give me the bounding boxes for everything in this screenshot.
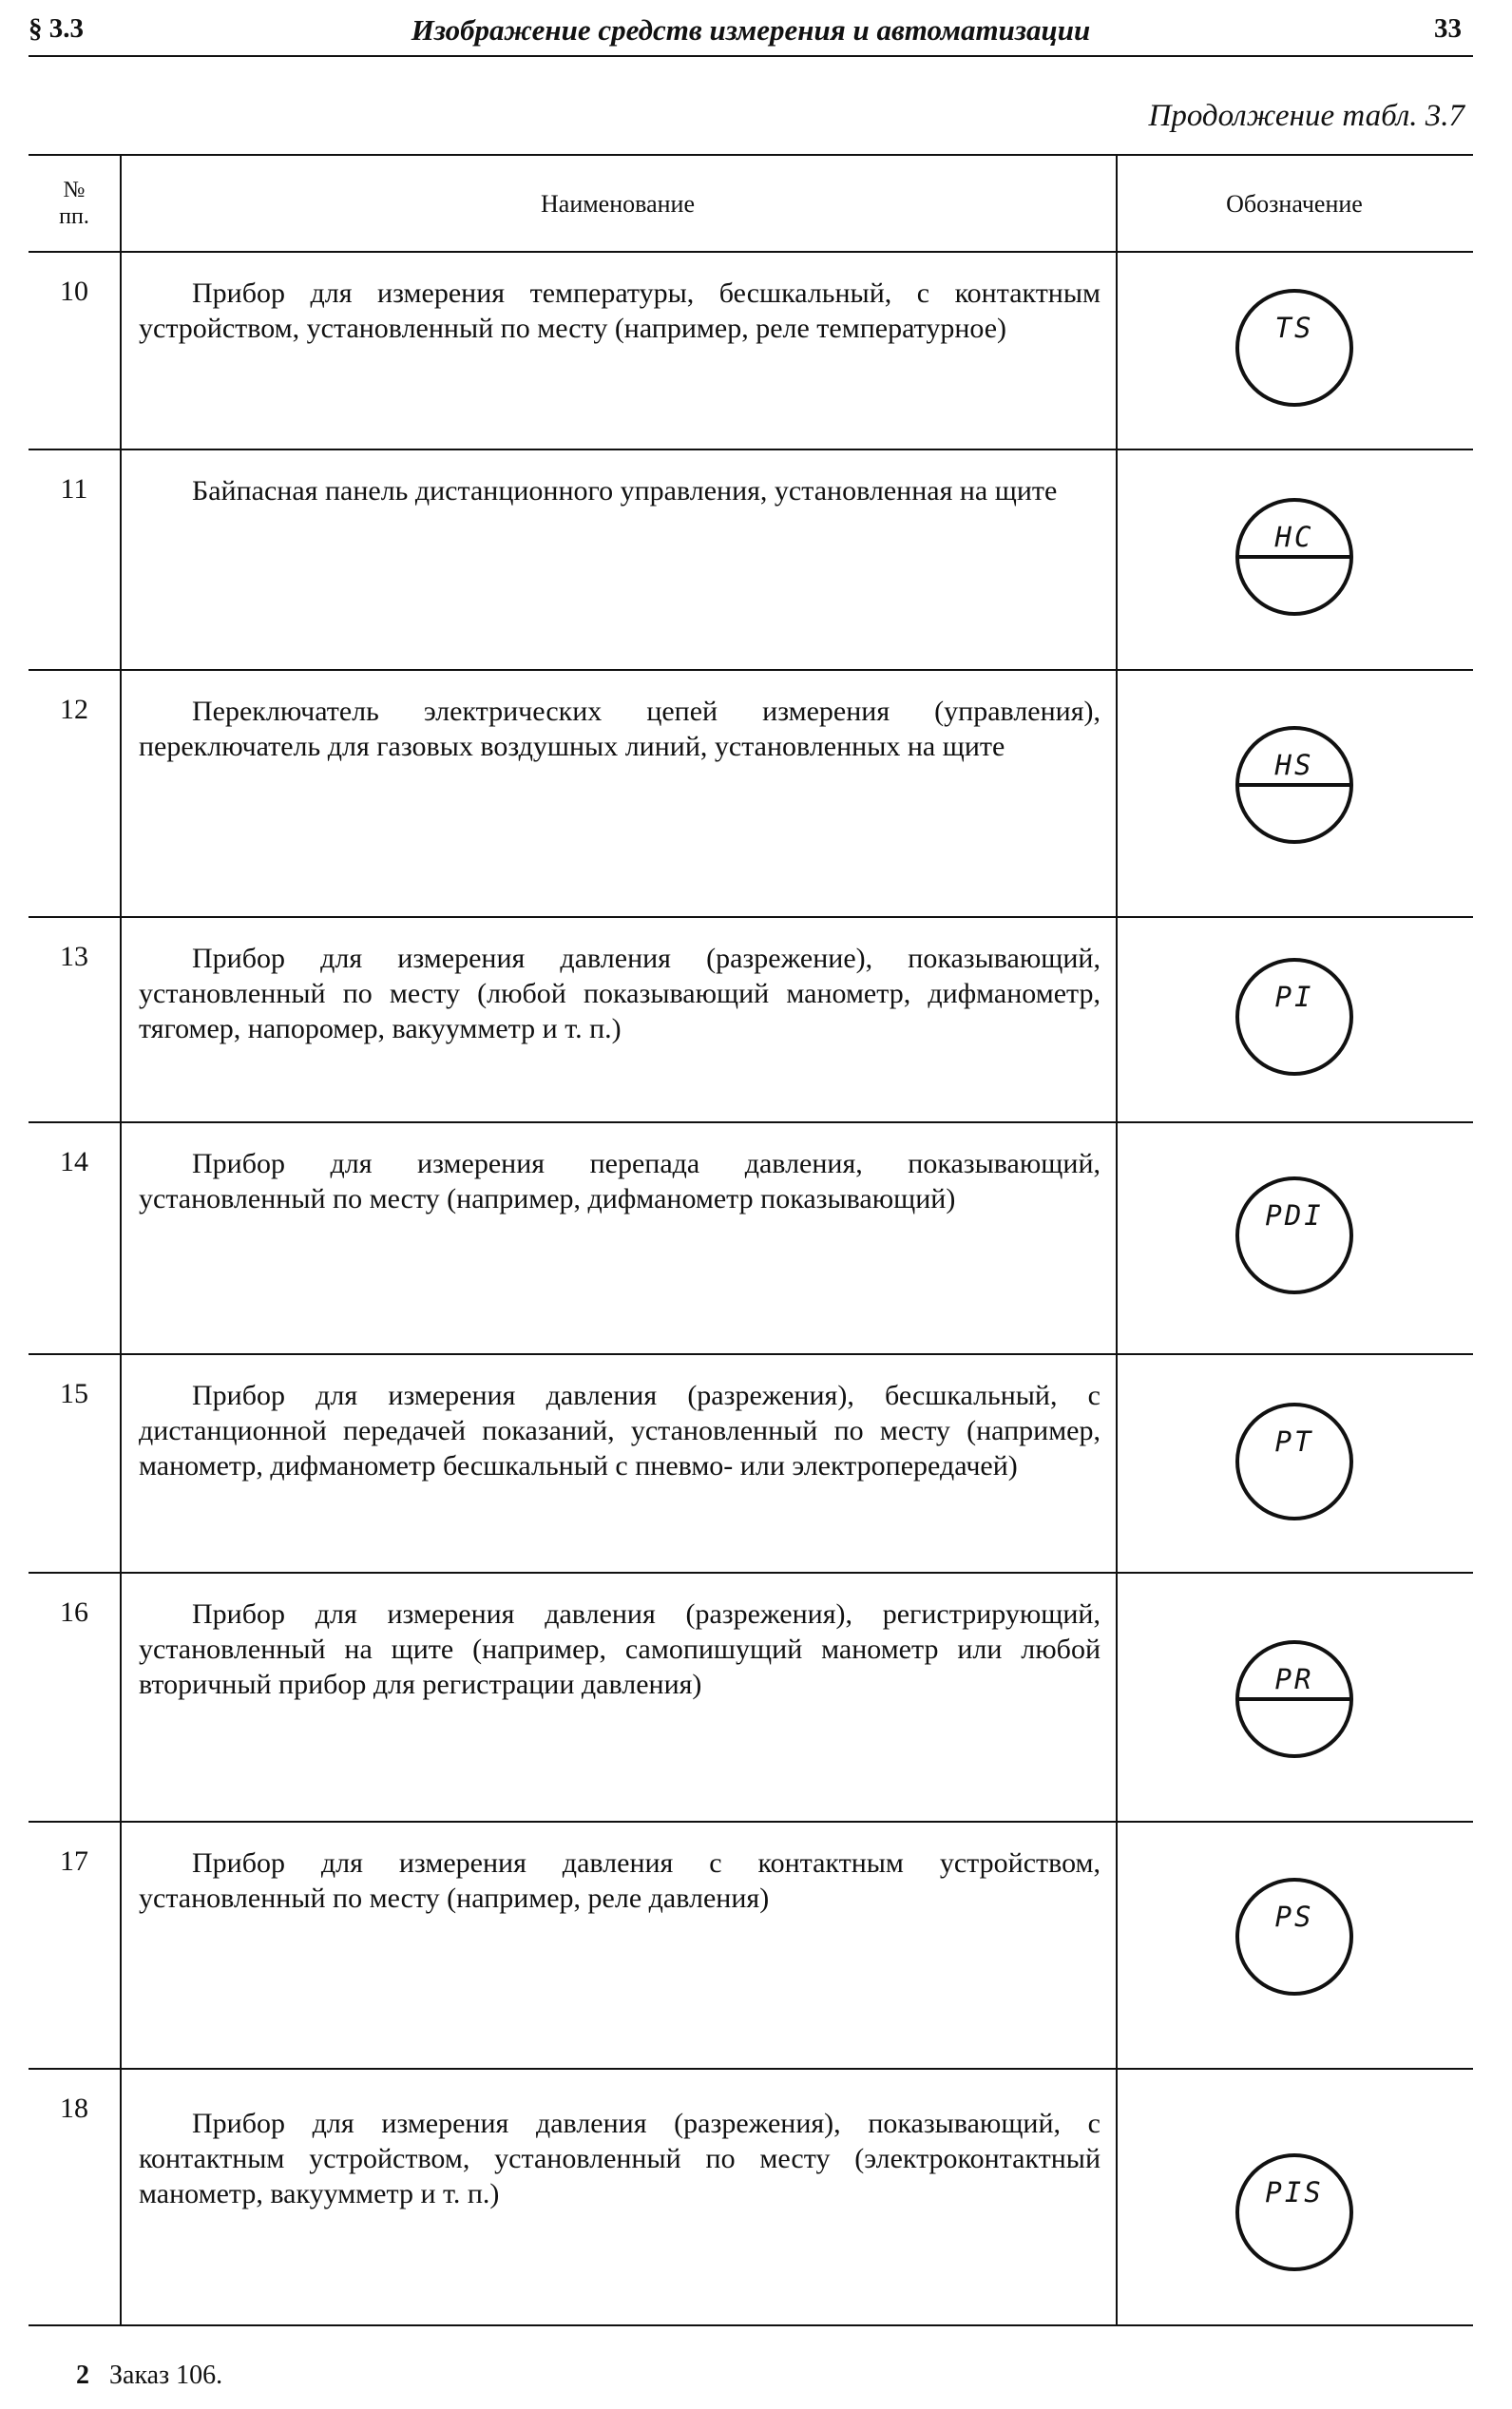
table-row	[29, 251, 1473, 450]
table-row	[29, 1353, 1473, 1574]
signature-number: 2	[76, 2361, 89, 2390]
row-number: 15	[60, 1378, 88, 1409]
instrument-code: PIS	[1265, 2176, 1324, 2208]
instrument-circle-icon	[1234, 2151, 1355, 2273]
instrument-code: PR	[1274, 1663, 1314, 1695]
row-symbol-cell	[1116, 1821, 1473, 2068]
instrument-circle-icon	[1234, 287, 1355, 409]
row-symbol-cell	[1116, 1353, 1473, 1572]
row-description: Прибор для измерения давления с контактным устройством, установленный по месту (например, реле давления)	[139, 1847, 1101, 1914]
instrument-code: PDI	[1265, 1199, 1324, 1232]
row-symbol-cell	[1116, 669, 1473, 916]
table-row	[29, 449, 1473, 671]
row-number: 13	[60, 941, 88, 972]
instrument-circle-icon	[1234, 1175, 1355, 1296]
running-head	[29, 13, 1473, 57]
instrument-circle-icon	[1234, 1401, 1355, 1522]
symbol-circle	[1237, 960, 1351, 1074]
instrument-symbol	[1234, 1401, 1355, 1522]
row-description: Прибор для измерения давления (разрежения), показывающий, с контактным устройством, установленный по месту (электроконтактный манометр, вакуумметр и т. п.)	[139, 2108, 1101, 2209]
row-symbol-cell	[1116, 251, 1473, 449]
column-header-number-line2: пп.	[59, 204, 89, 229]
print-order: Заказ 106.	[109, 2361, 223, 2390]
row-number: 10	[60, 276, 88, 307]
instrument-code: HC	[1274, 521, 1314, 553]
table-header-row	[29, 156, 1473, 253]
instrument-code: PT	[1274, 1425, 1314, 1458]
row-symbol-cell	[1116, 916, 1473, 1121]
instrument-symbol	[1234, 724, 1355, 846]
instrument-code: TS	[1274, 312, 1314, 344]
instrument-symbol	[1234, 1638, 1355, 1760]
table-row	[29, 2068, 1473, 2324]
row-number: 16	[60, 1596, 88, 1628]
instrument-circle-icon	[1234, 724, 1355, 846]
table-row	[29, 916, 1473, 1123]
instrument-symbol	[1234, 287, 1355, 409]
instrument-symbol	[1234, 2151, 1355, 2273]
instrument-symbol	[1234, 956, 1355, 1078]
page-number: 33	[1434, 13, 1462, 44]
column-header-name: Наименование	[541, 190, 695, 218]
instrument-code: PS	[1274, 1901, 1314, 1933]
symbol-circle	[1237, 1178, 1351, 1292]
page-footer	[76, 2361, 222, 2391]
row-number: 18	[60, 2093, 88, 2124]
row-description: Прибор для измерения перепада давления, показывающий, установленный по месту (например, дифманометр показывающий)	[139, 1148, 1101, 1214]
row-number: 17	[60, 1845, 88, 1877]
row-description: Переключатель электрических цепей измерения (управления), переключатель для газовых воздушных линий, установленных на щите	[139, 696, 1101, 762]
row-symbol-cell	[1116, 449, 1473, 669]
column-header-symbol: Обозначение	[1226, 190, 1363, 218]
row-description: Байпасная панель дистанционного управления, установленная на щите	[192, 475, 1058, 507]
instrument-circle-icon	[1234, 1876, 1355, 1998]
column-header-number-line1: №	[63, 178, 86, 202]
row-number: 12	[60, 694, 88, 725]
instrument-symbol	[1234, 1876, 1355, 1998]
symbol-circle	[1237, 1405, 1351, 1519]
table-row	[29, 669, 1473, 918]
row-description: Прибор для измерения давления (разрежения), бесшкальный, с дистанционной передачей показаний, установленный по месту (например, манометр, дифманометр бесшкальный с пневмо- или электропередачей)	[139, 1380, 1101, 1482]
column-header-number	[29, 177, 120, 230]
row-symbol-cell	[1116, 1572, 1473, 1821]
symbol-circle	[1237, 1880, 1351, 1994]
table-row	[29, 1572, 1473, 1823]
instrument-circle-icon	[1234, 956, 1355, 1078]
running-title: Изображение средств измерения и автоматизации	[411, 13, 1091, 47]
instrument-circle-icon	[1234, 496, 1355, 618]
instrument-circle-icon	[1234, 1638, 1355, 1760]
table-row	[29, 1121, 1473, 1355]
table-row	[29, 1821, 1473, 2070]
instrument-symbol	[1234, 1175, 1355, 1296]
instrument-code: HS	[1274, 749, 1314, 781]
instrument-code: PI	[1274, 981, 1314, 1013]
instrument-symbols-table	[29, 154, 1473, 2326]
row-symbol-cell	[1116, 2068, 1473, 2324]
table-continuation-label: Продолжение табл. 3.7	[1148, 99, 1464, 133]
symbol-circle	[1237, 2155, 1351, 2269]
row-symbol-cell	[1116, 1121, 1473, 1353]
row-number: 14	[60, 1146, 88, 1177]
instrument-symbol	[1234, 496, 1355, 618]
row-description: Прибор для измерения давления (разрежения), регистрирующий, установленный на щите (например, самопишущий манометр или любой вторичный прибор для регистрации давления)	[139, 1598, 1101, 1700]
row-description: Прибор для измерения давления (разрежение), показывающий, установленный по месту (любой показывающий манометр, дифманометр, тягомер, напоромер, вакуумметр и т. п.)	[139, 943, 1101, 1044]
row-description: Прибор для измерения температуры, бесшкальный, с контактным устройством, установленный по месту (например, реле температурное)	[139, 277, 1101, 344]
section-number: § 3.3	[29, 13, 84, 44]
row-number: 11	[60, 473, 88, 505]
symbol-circle	[1237, 291, 1351, 405]
